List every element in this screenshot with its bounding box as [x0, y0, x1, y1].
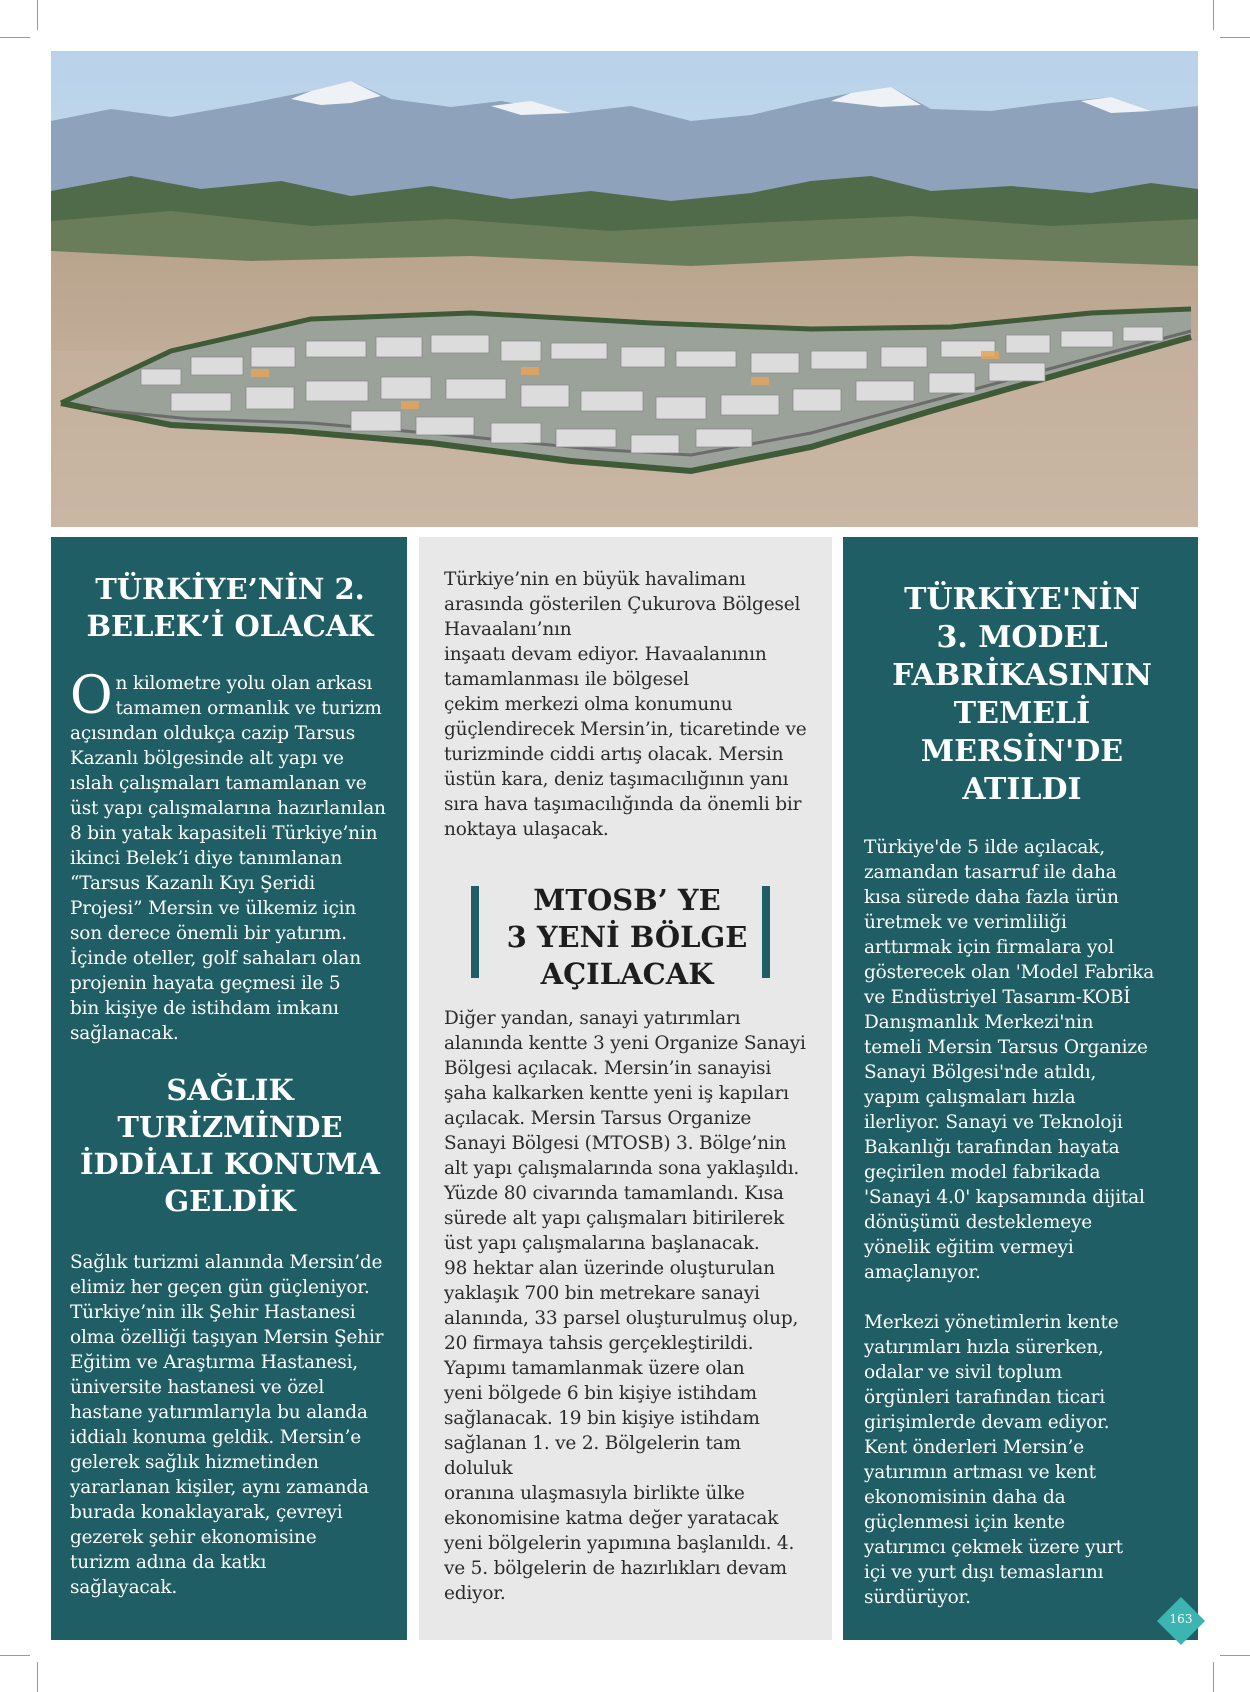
heading-block-mtosb: [444, 870, 810, 991]
crop-mark: [1213, 1662, 1214, 1692]
crop-mark: [37, 1662, 38, 1692]
crop-mark: [0, 37, 30, 38]
heading-mtosb: MTOSB’ YE 3 YENİ BÖLGE AÇILACAK: [506, 883, 748, 991]
article-body-havaalani: Türkiye’nin en büyük havalimanı arasında gösterilen Çukurova Bölgesel Havaalanı’nın inşaatı devam ediyor. Havaalanının tamamlanması ile bölgesel çekim merkezi olma konumunu güçlendirecek Mersin’in, ticaretinde ve turizminde ciddi artış olacak. Mersin üstün kara, deniz taşımacılığının yanı sıra hava taşımacılığında da önemli bir noktaya ulaşacak.: [444, 569, 807, 840]
right-column-panel: [843, 537, 1198, 1640]
left-column-panel: [51, 537, 407, 1640]
heading-belek: TÜRKİYE’NİN 2. BELEK’İ OLACAK: [86, 572, 374, 643]
article-text-belek: n kilometre yolu olan arkası tamamen ormanlık ve turizm açısından oldukça cazip Tarsus Kazanlı bölgesinde alt yapı ve ıslah çalışmaları tamamlanan ve üst yapı çalışmalarına hazırlanılan 8 bin yatak kapasiteli Türkiye’nin ikinci Belek’i diye tanımlanan “Tarsus Kazanlı Kıyı Şeridi Projesi” Mersin ve ülkemiz için son derece önemli bir yatırım. İçinde oteller, golf sahaları olan projenin hayata geçmesi ile 5 bin kişiye de istihdam imkanı sağlanacak.: [70, 673, 386, 1044]
heading-model-fabrika: TÜRKİYE'NİN 3. MODEL FABRİKASININ TEMELİ MERSİN'DE ATILDI: [892, 582, 1152, 807]
article-body-belek: [70, 666, 389, 1046]
hero-aerial-image: [51, 51, 1198, 527]
article-body-model-fabrika: Türkiye'de 5 ilde açılacak, zamandan tasarruf ile daha kısa sürede daha fazla ürün üretmek ve verimliliği arttırmak için firmalara yol gösterecek olan 'Model Fabrika ve Endüstriyel Tasarım-KOBİ Danışmanlık Merkezi'nin temeli Mersin Tarsus Organize Sanayi Bölgesi'nde atıldı, yapım çalışmaları hızla ilerliyor. Sanayi ve Teknoloji Bakanlığı tarafından hayata geçirilen model fabrikada 'Sanayi 4.0' kapsamında dijital dönüşümü desteklemeye yönelik eğitim vermeyi amaçlanıyor.: [864, 837, 1155, 1283]
dropcap: O: [70, 666, 113, 726]
crop-mark: [1213, 0, 1214, 30]
crop-mark: [37, 0, 38, 30]
crop-mark: [0, 1655, 30, 1656]
crop-mark: [1220, 1655, 1250, 1656]
page-number: 163: [1169, 1612, 1193, 1626]
heading-bar-right: [762, 886, 770, 978]
article-body-kent-onderleri: Merkezi yönetimlerin kente yatırımları hızla sürerken, odalar ve sivil toplum örgünleri tarafından ticari girişimlerde devam ediyor. Kent önderleri Mersin’e yatırımın artması ve kent ekonomisinin daha da güçlenmesi için kente yatırımcı çekmek üzere yurt içi ve yurt dışı temaslarını sürdürüyor.: [864, 1312, 1123, 1608]
crop-mark: [1220, 37, 1250, 38]
middle-column-panel: [419, 537, 832, 1640]
heading-bar-left: [471, 886, 479, 978]
article-body-mtosb: Diğer yandan, sanayi yatırımları alanında kentte 3 yeni Organize Sanayi Bölgesi açılacak. Mersin’in sanayisi şaha kalkarken kentte yeni iş kapıları açılacak. Mersin Tarsus Organize Sanayi Bölgesi (MTOSB) 3. Bölge’nin alt yapı çalışmalarında sona yaklaşıldı. Yüzde 80 civarında tamamlandı. Kısa sürede alt yapı çalışmaları bitirilerek üst yapı çalışmalarına başlanacak. 98 hektar alan üzerinde oluşturulan yaklaşık 700 bin metrekare sanayi alanında, 33 parsel oluşturulmuş olup, 20 firmaya tahsis gerçekleştirildi. Yapımı tamamlanmak üzere olan yeni bölgede 6 bin kişiye istihdam sağlanacak. 19 bin kişiye istihdam sağlanan 1. ve 2. Bölgelerin tam doluluk oranına ulaşmasıyla birlikte ülke ekonomisine katma değer yaratacak yeni bölgelerin yapımına başlanıldı. 4. ve 5. bölgelerin de hazırlıkları devam ediyor.: [444, 1008, 806, 1604]
article-body-saglik-turizmi: Sağlık turizmi alanında Mersin’de elimiz her geçen gün güçleniyor. Türkiye’nin ilk Şehir Hastanesi olma özelliği taşıyan Mersin Şehir Eğitim ve Araştırma Hastanesi, üniversite hastanesi ve özel hastane yatırımlarıyla bu alanda iddialı konuma geldik. Mersin’e gelerek sağlık hizmetinden yararlanan kişiler, aynı zamanda burada konaklayarak, çevreyi gezerek şehir ekonomisine turizm adına da katkı sağlayacak.: [70, 1252, 384, 1598]
heading-saglik-turizmi: SAĞLIK TURİZMİNDE İDDİALI KONUMA GELDİK: [79, 1073, 381, 1218]
